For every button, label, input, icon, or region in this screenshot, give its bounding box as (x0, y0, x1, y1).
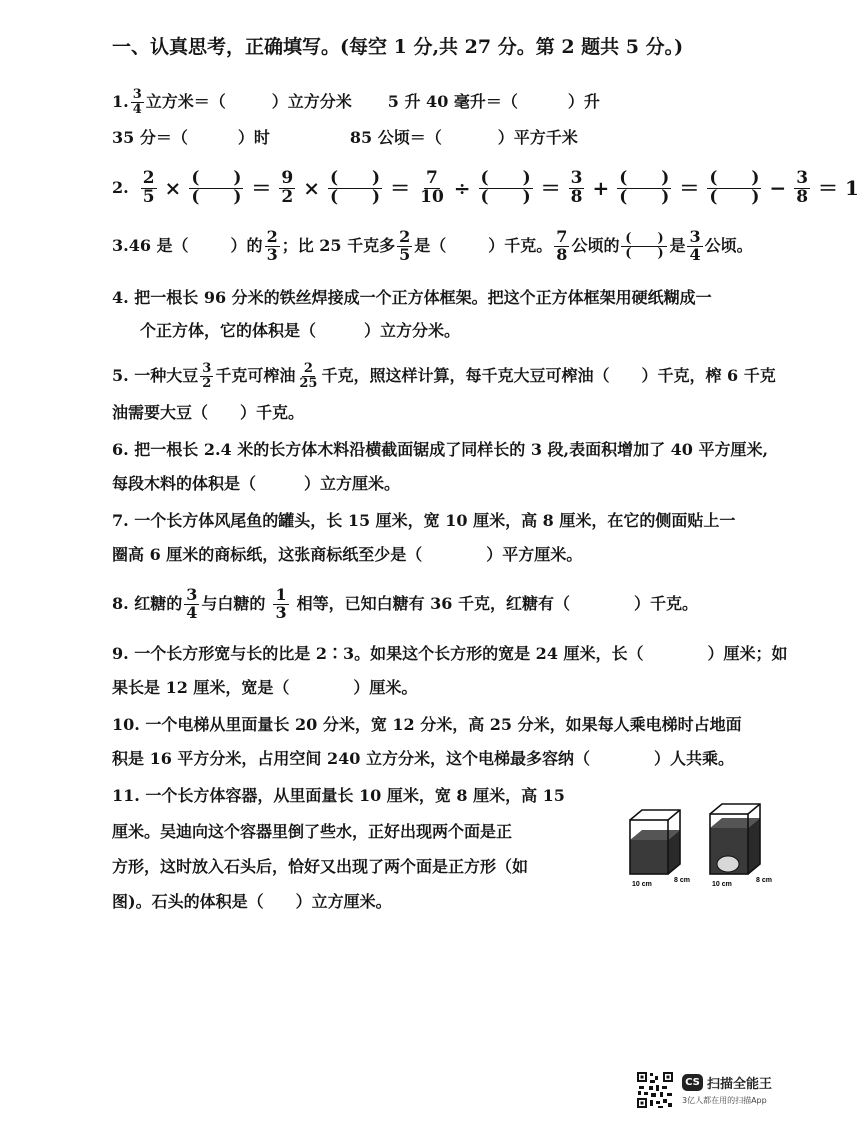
q2-f2-den: 2 (281, 186, 294, 207)
q1-frac-num: 3 (132, 87, 142, 102)
q2-f2-num: 9 (281, 167, 294, 188)
q2-fraction-2 (279, 167, 295, 207)
question-9-line-1: 9. 一个长方形宽与长的比是 2∶3。如果这个长方形的宽是 24 厘米，长（ ）厘米；如 (112, 644, 788, 663)
q3-text-e: ）千克。 (488, 236, 553, 255)
q3-fraction-1 (265, 226, 280, 264)
app-tagline: 3亿人都在用的扫描App (682, 1096, 767, 1105)
q3-fraction-2 (397, 226, 412, 264)
question-3 (112, 228, 753, 264)
q3-text-c: ；比 25 千克多 (281, 236, 396, 255)
container-water-only (630, 810, 690, 888)
times-sign: × (164, 176, 182, 200)
water-front (630, 840, 668, 874)
blank-numerator[interactable]: ( ) (480, 167, 531, 188)
question-2 (112, 167, 865, 207)
question-11-line-4: 图)。石头的体积是（ ）立方厘米。 (112, 892, 392, 911)
q3-text-a: 3.46 是（ (112, 236, 189, 255)
q3-f3-num: 7 (556, 226, 568, 246)
q3-text-f: 公顷的 (571, 236, 620, 255)
q5-text-a: 5. 一种大豆 (112, 366, 199, 385)
question-7-line-1: 7. 一个长方体风尾鱼的罐头，长 15 厘米，宽 10 厘米，高 8 厘米，在它的侧面贴上一 (112, 511, 736, 530)
blank-numerator[interactable]: ( ) (191, 167, 242, 188)
q3-f2-den: 5 (399, 244, 411, 264)
blank-denominator[interactable]: ( ) (191, 186, 242, 207)
blank-numerator[interactable]: ( ) (621, 232, 667, 247)
q8-text-b: 与白糖的 (201, 594, 266, 613)
q8-text-c: 相等，已知白糖有 36 千克，红糖有（ ）千克。 (296, 594, 698, 613)
question-11-line-2: 厘米。吴迪向这个容器里倒了些水，正好出现两个面是正 (112, 822, 513, 841)
question-11-line-1: 11. 一个长方体容器，从里面量长 10 厘米，宽 8 厘米，高 15 (112, 786, 565, 805)
app-name: 扫描全能王 (707, 1077, 773, 1092)
q8-f1-den: 4 (186, 602, 198, 622)
q5-f2-num: 2 (303, 360, 313, 376)
equals-sign: ＝ (679, 176, 700, 200)
q1-text-g: 85 公顷＝（ (349, 128, 442, 147)
container-diagram (620, 800, 790, 890)
q2-fraction-1 (141, 167, 157, 207)
q1-text-d: ）升 (567, 92, 600, 112)
q5-text-b: 千克可榨油 (215, 366, 296, 385)
blank-denominator[interactable]: ( ) (625, 245, 664, 261)
equals-one: ＝ 1 (818, 176, 859, 200)
plus-sign: + (592, 176, 610, 200)
width-label-1: 8 cm (674, 877, 690, 884)
q8-f1-num: 3 (186, 584, 198, 604)
blank-denominator[interactable]: ( ) (619, 186, 670, 207)
q2-f3-den: 10 (420, 186, 444, 207)
q1-text-f: ）时 (237, 128, 270, 147)
q3-blank-fraction[interactable] (621, 232, 667, 260)
q1-frac-den: 4 (132, 101, 142, 117)
blank-numerator[interactable]: ( ) (330, 167, 381, 188)
q2-blank-fraction-1[interactable] (189, 167, 243, 207)
q3-f4-den: 4 (689, 244, 701, 264)
q1-text-b: ）立方分米 (271, 92, 352, 112)
q1-text-c: 5 升 40 毫升＝（ (387, 92, 518, 112)
stone-icon (717, 856, 739, 872)
q1-text-a: 立方米＝（ (145, 92, 226, 112)
minus-sign: − (769, 176, 787, 200)
question-5-line-1 (112, 358, 776, 394)
q3-text-g: 是 (669, 236, 686, 255)
q2-fraction-3 (418, 167, 446, 207)
length-label-2: 10 cm (712, 881, 732, 888)
q3-f2-num: 2 (399, 226, 411, 246)
q2-fraction-5 (794, 167, 810, 207)
q2-f3-num: 7 (426, 167, 438, 188)
q3-f4-num: 3 (689, 226, 701, 246)
question-1-line-2 (112, 128, 578, 148)
question-9-line-2: 果长是 12 厘米，宽是（ ）厘米。 (112, 678, 418, 697)
question-10-line-2: 积是 16 平方分米，占用空间 240 立方分米，这个电梯最多容纳（ ）人共乘。 (112, 749, 734, 768)
q5-f2-den: 25 (299, 375, 318, 391)
q2-f4-num: 3 (570, 167, 583, 188)
q2-blank-fraction-5[interactable] (707, 167, 761, 207)
q2-f1-den: 5 (142, 186, 155, 207)
question-11-line-3: 方形，这时放入石头后，恰好又出现了两个面是正方形（如 (112, 857, 529, 876)
blank-denominator[interactable]: ( ) (330, 186, 381, 207)
equals-sign: ＝ (390, 176, 411, 200)
q5-f1-num: 3 (202, 360, 212, 376)
q2-blank-fraction-3[interactable] (479, 167, 533, 207)
equals-sign: ＝ (540, 176, 561, 200)
equals-sign: ＝ (251, 176, 272, 200)
container-figure (620, 800, 790, 890)
q8-fraction-1 (184, 584, 199, 622)
length-label-1: 10 cm (632, 881, 652, 888)
q8-fraction-2 (273, 584, 288, 622)
section-title: 一、认真思考，正确填写。(每空 1 分,共 27 分。第 2 题共 5 分。) (112, 36, 684, 58)
q5-f1-den: 2 (202, 375, 212, 391)
q2-f1-num: 2 (142, 167, 155, 188)
q2-number: 2. (112, 178, 129, 197)
scanner-watermark (636, 1071, 786, 1111)
q3-text-b: ）的 (230, 236, 263, 255)
q2-f5-num: 3 (796, 167, 809, 188)
question-10-line-1: 10. 一个电梯从里面量长 20 分米，宽 12 分米，高 25 分米，如果每人乘电梯时占地面 (112, 715, 742, 734)
q5-text-c: 千克，照这样计算，每千克大豆可榨油（ ）千克，榨 6 千克 (321, 366, 776, 385)
blank-denominator[interactable]: ( ) (709, 186, 760, 207)
question-4-line-1: 4. 把一根长 96 分米的铁丝焊接成一个正方体框架。把这个正方体框架用硬纸糊成一 (112, 288, 712, 307)
question-8 (112, 584, 698, 624)
divide-sign: ÷ (453, 176, 471, 200)
q3-fraction-3 (554, 226, 569, 264)
q1-number: 1. (112, 92, 129, 112)
question-6-line-1: 6. 把一根长 2.4 米的长方体木料沿横截面锯成了同样长的 3 段,表面积增加了 40 平方厘米, (112, 440, 769, 459)
blank-numerator[interactable]: ( ) (709, 167, 760, 188)
q8-text-a: 8. 红糖的 (112, 594, 183, 613)
q3-text-d: 是（ (414, 236, 447, 255)
camscanner-logo-icon: CS (682, 1074, 703, 1091)
width-label-2: 8 cm (756, 877, 772, 884)
question-4-line-2: 个正方体，它的体积是（ ）立方分米。 (140, 321, 461, 340)
q2-fraction-4 (569, 167, 585, 207)
qr-code-icon (636, 1071, 674, 1109)
times-sign: × (303, 176, 321, 200)
q2-f5-den: 8 (796, 186, 809, 207)
q3-text-h: 公顷。 (704, 236, 753, 255)
blank-denominator[interactable]: ( ) (480, 186, 531, 207)
q2-blank-fraction-2[interactable] (328, 167, 382, 207)
q1-text-e: 35 分＝（ (112, 128, 188, 147)
q2-f4-den: 8 (570, 186, 583, 207)
q5-fraction-2 (297, 362, 319, 390)
q1-fraction (131, 88, 144, 116)
q3-f1-num: 2 (266, 226, 278, 246)
container-with-stone (710, 804, 772, 888)
question-5-line-2: 油需要大豆（ ）千克。 (112, 403, 305, 422)
q1-text-h: ）平方千米 (497, 128, 578, 147)
q8-f2-num: 1 (275, 584, 287, 604)
question-1-line-1 (112, 88, 600, 116)
q5-fraction-1 (200, 362, 213, 390)
q3-f3-den: 8 (556, 244, 568, 264)
q8-f2-den: 3 (275, 602, 287, 622)
question-6-line-2: 每段木料的体积是（ ）立方厘米。 (112, 474, 401, 493)
q3-f1-den: 3 (266, 244, 278, 264)
question-7-line-2: 圈高 6 厘米的商标纸，这张商标纸至少是（ ）平方厘米。 (112, 545, 583, 564)
q3-fraction-4 (687, 226, 702, 264)
q2-blank-fraction-4[interactable] (617, 167, 671, 207)
blank-numerator[interactable]: ( ) (619, 167, 670, 188)
